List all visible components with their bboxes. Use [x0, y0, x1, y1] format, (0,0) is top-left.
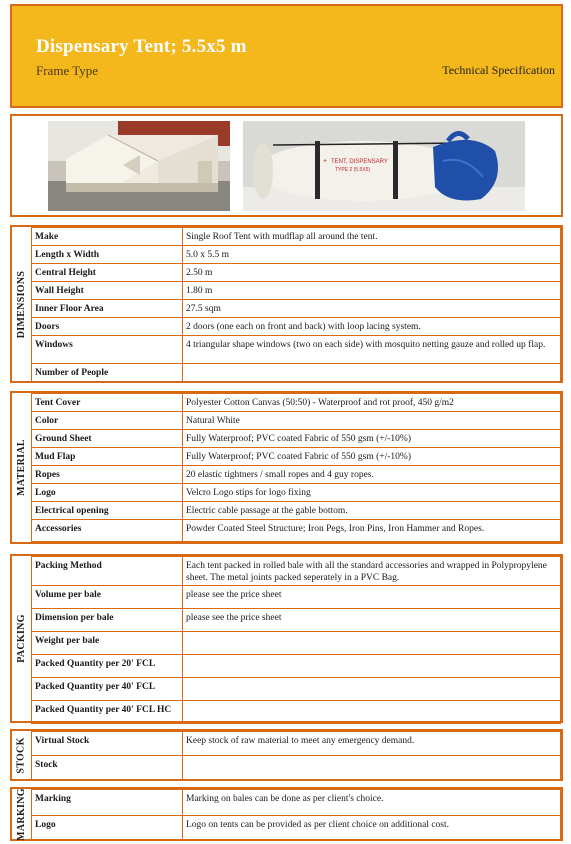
table-row: [32, 448, 561, 466]
photo-strip: [10, 114, 563, 217]
row-value: Polyester Cotton Canvas (50:50) - Waterproof and rot proof, 450 g/m2: [183, 394, 561, 412]
header-banner: [10, 4, 563, 108]
table-row: [32, 318, 561, 336]
table-row: [32, 732, 561, 756]
row-key: Dimension per bale: [32, 609, 183, 632]
row-key: Weight per bale: [32, 632, 183, 655]
dimensions-table: [31, 227, 561, 382]
side-label-marking: MARKING: [16, 787, 27, 841]
row-key: Packed Quantity per 40' FCL: [32, 678, 183, 701]
row-key: Virtual Stock: [32, 732, 183, 756]
row-value: [183, 756, 561, 780]
table-row: [32, 466, 561, 484]
side-label-material: MATERIAL: [16, 439, 28, 496]
row-value: Logo on tents can be provided as per client choice on additional cost.: [183, 816, 561, 840]
table-row: [32, 484, 561, 502]
stock-table: [31, 731, 561, 780]
table-row: [32, 430, 561, 448]
row-key: Electrical opening: [32, 502, 183, 520]
table-row: [32, 632, 561, 655]
row-key: Packing Method: [32, 557, 183, 586]
row-key: Marking: [32, 790, 183, 816]
section-dimensions: [10, 225, 563, 383]
row-key: Windows: [32, 336, 183, 364]
row-key: Logo: [32, 484, 183, 502]
row-key: Length x Width: [32, 246, 183, 264]
row-key: Mud Flap: [32, 448, 183, 466]
red-cross-icon: +: [323, 158, 328, 165]
side-label-packing: PACKING: [16, 614, 27, 663]
marking-table: [31, 789, 561, 840]
table-row: [32, 228, 561, 246]
table-row: [32, 336, 561, 364]
side-label-stock: STOCK: [16, 736, 27, 774]
side-label-dimensions: DIMENSIONS: [16, 270, 27, 338]
row-value: Keep stock of raw material to meet any emergency demand.: [183, 732, 561, 756]
row-value: Fully Waterproof; PVC coated Fabric of 550 gsm (+/-10%): [183, 430, 561, 448]
row-value: [183, 632, 561, 655]
row-value: please see the price sheet: [183, 586, 561, 609]
table-row: [32, 246, 561, 264]
row-key: Accessories: [32, 520, 183, 542]
table-row: [32, 790, 561, 816]
row-key: Number of People: [32, 364, 183, 382]
row-value: Electric cable passage at the gable bottom.: [183, 502, 561, 520]
row-value: Single Roof Tent with mudflap all around the tent.: [183, 228, 561, 246]
table-row: [32, 756, 561, 780]
row-value: please see the price sheet: [183, 609, 561, 632]
section-packing: [10, 554, 563, 723]
row-key: Central Height: [32, 264, 183, 282]
row-value: 20 elastic tightners / small ropes and 4 guy ropes.: [183, 466, 561, 484]
row-key: Ground Sheet: [32, 430, 183, 448]
row-value: Natural White: [183, 412, 561, 430]
row-value: 4 triangular shape windows (two on each side) with mosquito netting gauze and rolled up flap.: [183, 336, 561, 364]
tent-photo: [48, 121, 230, 211]
table-row: [32, 394, 561, 412]
table-row: [32, 412, 561, 430]
table-row: [32, 282, 561, 300]
row-key: Wall Height: [32, 282, 183, 300]
row-value: Marking on bales can be done as per client's choice.: [183, 790, 561, 816]
row-key: Color: [32, 412, 183, 430]
row-value: 27.5 sqm: [183, 300, 561, 318]
row-value: Velcro Logo stips for logo fixing: [183, 484, 561, 502]
row-key: Stock: [32, 756, 183, 780]
section-stock: [10, 729, 563, 781]
row-value: 2.50 m: [183, 264, 561, 282]
row-key: Tent Cover: [32, 394, 183, 412]
row-value: [183, 701, 561, 724]
table-row: [32, 701, 561, 724]
page-subtitle: Frame Type: [36, 63, 99, 78]
table-row: [32, 609, 561, 632]
packing-table: [31, 556, 561, 724]
row-value: 2 doors (one each on front and back) with loop lacing system.: [183, 318, 561, 336]
row-value: [183, 364, 561, 382]
row-value: Each tent packed in rolled bale with all the standard accessories and wrapped in Polypropylene sheet. The metal joints packed seperately in a PVC Bag.: [183, 557, 561, 586]
row-value: 1.80 m: [183, 282, 561, 300]
row-key: Inner Floor Area: [32, 300, 183, 318]
row-key: Logo: [32, 816, 183, 840]
page-title: Dispensary Tent; 5.5x5 m: [36, 36, 247, 57]
table-row: [32, 520, 561, 542]
material-table: [31, 393, 561, 542]
section-marking: [10, 787, 563, 841]
row-value: Fully Waterproof; PVC coated Fabric of 550 gsm (+/-10%): [183, 448, 561, 466]
row-value: 5.0 x 5.5 m: [183, 246, 561, 264]
table-row: [32, 364, 561, 382]
spec-label: Technical Specification: [442, 63, 555, 77]
row-key: Packed Quantity per 20' FCL: [32, 655, 183, 678]
table-row: [32, 586, 561, 609]
packed-bale-photo: [243, 121, 525, 211]
table-row: [32, 678, 561, 701]
bag-label-line2: TYPE 2 (5.5X5): [335, 167, 371, 173]
row-key: Make: [32, 228, 183, 246]
row-key: Packed Quantity per 40' FCL HC: [32, 701, 183, 724]
row-key: Volume per bale: [32, 586, 183, 609]
section-material: [10, 391, 563, 544]
table-row: [32, 264, 561, 282]
table-row: [32, 557, 561, 586]
row-key: Ropes: [32, 466, 183, 484]
row-value: [183, 678, 561, 701]
row-value: Powder Coated Steel Structure; Iron Pegs, Iron Pins, Iron Hammer and Ropes.: [183, 520, 561, 542]
row-value: [183, 655, 561, 678]
table-row: [32, 655, 561, 678]
table-row: [32, 300, 561, 318]
bag-label-line1: TENT, DISPENSARY: [331, 159, 388, 165]
table-row: [32, 502, 561, 520]
row-key: Doors: [32, 318, 183, 336]
table-row: [32, 816, 561, 840]
